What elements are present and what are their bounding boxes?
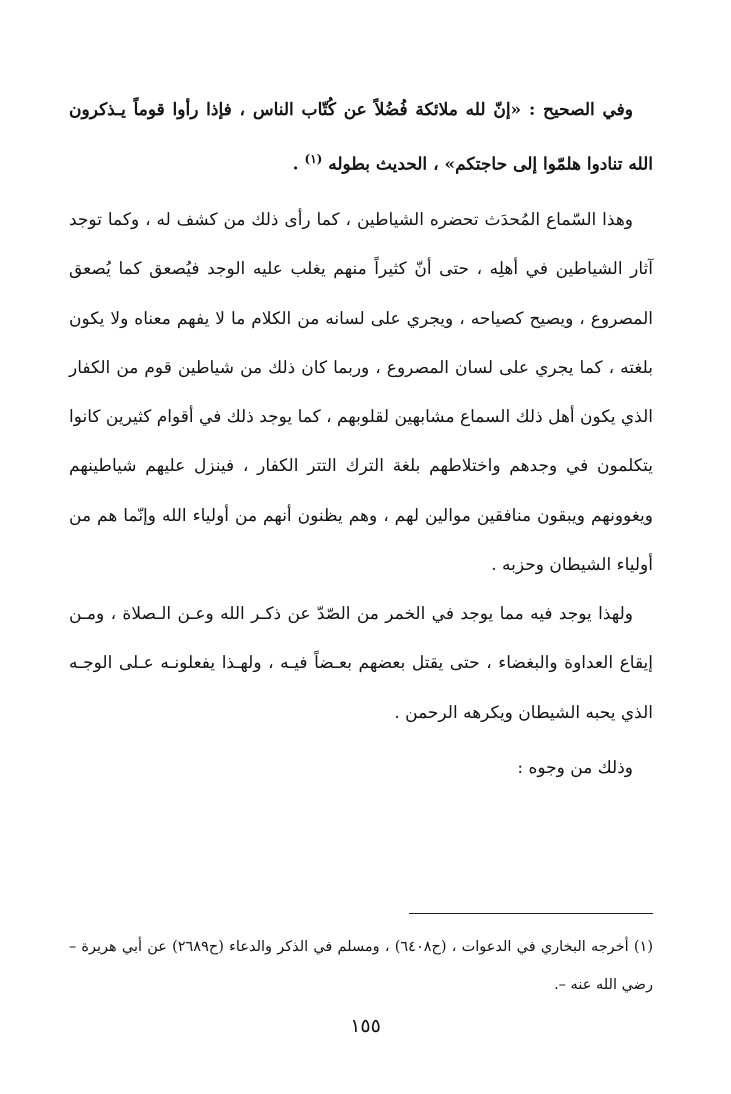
footnote-number: (١)	[633, 939, 654, 955]
paragraph-hadith	[69, 86, 653, 190]
paragraph-khamr	[69, 590, 653, 738]
paragraph-samaa-text: وهذا السّماع المُحدَث تحضره الشياطين ، كما رأى ذلك من كشف له ، وكما توجد آثار الشياطين في أهلِه ، حتى أنّ كثيراً منهم يغلب عليه الوجد فيُصعق كما يُصعق المصروع ، ويصيح كصياحه ، ويجري على لسانه من الكلام ما لا يفهم معناه ولا يكون بلغته ، كما يجري على لسان المصروع ، وربما كان ذلك من شياطين قوم من الكفار الذي يكون أهل ذلك السماع مشابهين لقلوبهم ، كما يوجد ذلك في أقوام كثيرين كانوا يتكلمون في وجدهم واختلاطهم بلغة الترك التتر الكفار ، فينزل عليهم شياطينهم ويغوونهم ويبقون منافقين موالين لهم ، وهم يظنون أنهم من أولياء الله وإنّما هم من أولياء الشيطان وحزبه .	[69, 210, 653, 576]
paragraph-samaa	[69, 196, 653, 590]
footnote-text: أخرجه البخاري في الدعوات ، (ح٦٤٠٨) ، ومسلم في الذكر والدعاء (ح٢٦٨٩) عن أبي هريرة – رضي الله عنه –.	[69, 939, 653, 993]
footnote-reference: (١)	[304, 152, 323, 167]
paragraph-hadith-text: وفي الصحيح : «إنّ لله ملائكة فُضُلاً عن كُتّاب الناس ، فإذا رأوا قوماً يـذكرون الله تنادوا هلمّوا إلى حاجتكم» ، الحديث بطوله	[69, 100, 653, 175]
paragraph-wujuh	[69, 744, 653, 793]
paragraph-hadith-end: .	[292, 154, 305, 175]
footnote-1	[69, 928, 653, 1004]
paragraph-wujuh-text: وذلك من وجوه :	[517, 758, 633, 778]
page-number: ١٥٥	[350, 1015, 381, 1037]
footnote-separator	[409, 913, 653, 914]
paragraph-khamr-text: ولهذا يوجد فيه مما يوجد في الخمر من الصّدّ عن ذكـر الله وعـن الـصلاة ، ومـن إيقاع العداوة والبغضاء ، حتى يقتل بعضهم بعـضاً فيـه ، ولهـذا يفعلونـه عـلى الوجـه الذي يحبه الشيطان ويكرهه الرحمن .	[69, 604, 653, 723]
